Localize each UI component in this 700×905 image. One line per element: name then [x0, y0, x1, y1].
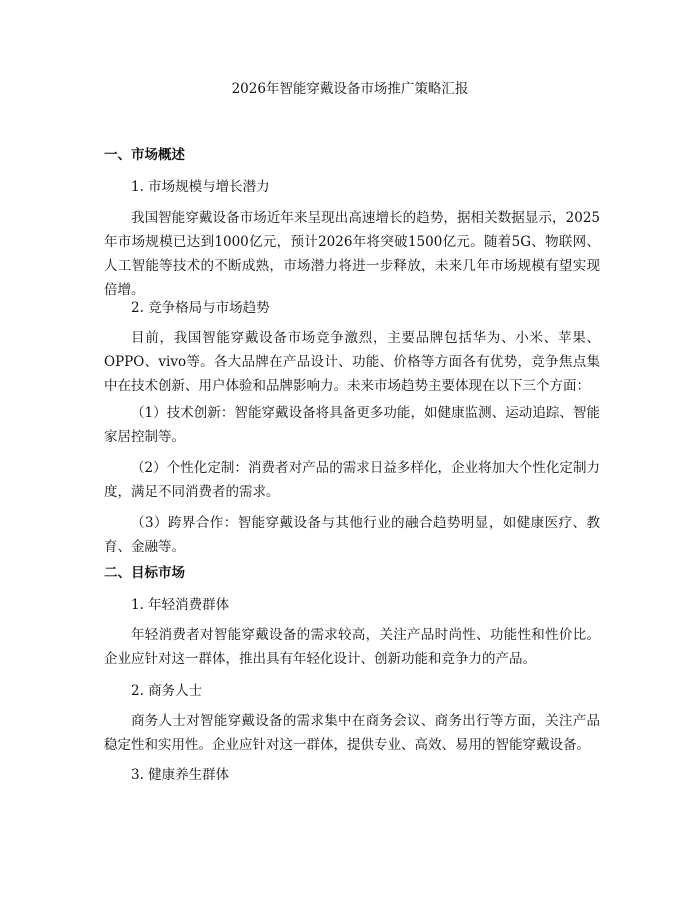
- document-title: 2026年智能穿戴设备市场推广策略汇报: [231, 81, 469, 97]
- subsection-heading-business-people: 2. 商务人士: [131, 683, 203, 699]
- subsection-heading-market-size: 1. 市场规模与增长潜力: [131, 179, 270, 195]
- paragraph-trend-innovation: （1）技术创新：智能穿戴设备将具备更多功能，如健康监测、运动追踪、智能家居控制等。: [104, 405, 600, 445]
- paragraph-trend-crossover: （3）跨界合作：智能穿戴设备与其他行业的融合趋势明显，如健康医疗、教育、金融等。: [104, 515, 600, 555]
- subsection-heading-young-consumers: 1. 年轻消费群体: [131, 597, 230, 613]
- paragraph-market-size: 我国智能穿戴设备市场近年来呈现出高速增长的趋势，据相关数据显示，2025年市场规模已达到1000亿元，预计2026年将突破1500亿元。随着5G、物联网、人工智能等技术的不断成熟，市场潜力将进一步释放，未来几年市场规模有望实现倍增。: [104, 210, 600, 298]
- subsection-heading-health-group: 3. 健康养生群体: [131, 767, 230, 783]
- paragraph-competition: 目前，我国智能穿戴设备市场竞争激烈，主要品牌包括华为、小米、苹果、OPPO、vivo等。各大品牌在产品设计、功能、价格等方面各有优势，竞争焦点集中在技术创新、用户体验和品牌影响力。未来市场趋势主要体现在以下三个方面：: [104, 330, 600, 394]
- paragraph-young-consumers: 年轻消费者对智能穿戴设备的需求较高，关注产品时尚性、功能性和性价比。企业应针对这一群体，推出具有年轻化设计、创新功能和竞争力的产品。: [104, 627, 600, 667]
- section-heading-target-market: 二、目标市场: [104, 565, 185, 581]
- paragraph-business-people: 商务人士对智能穿戴设备的需求集中在商务会议、商务出行等方面，关注产品稳定性和实用性。企业应针对这一群体，提供专业、高效、易用的智能穿戴设备。: [104, 713, 600, 753]
- paragraph-trend-customization: （2）个性化定制：消费者对产品的需求日益多样化，企业将加大个性化定制力度，满足不同消费者的需求。: [104, 460, 600, 500]
- section-heading-market-overview: 一、市场概述: [104, 147, 185, 163]
- subsection-heading-competition: 2. 竞争格局与市场趋势: [131, 300, 270, 316]
